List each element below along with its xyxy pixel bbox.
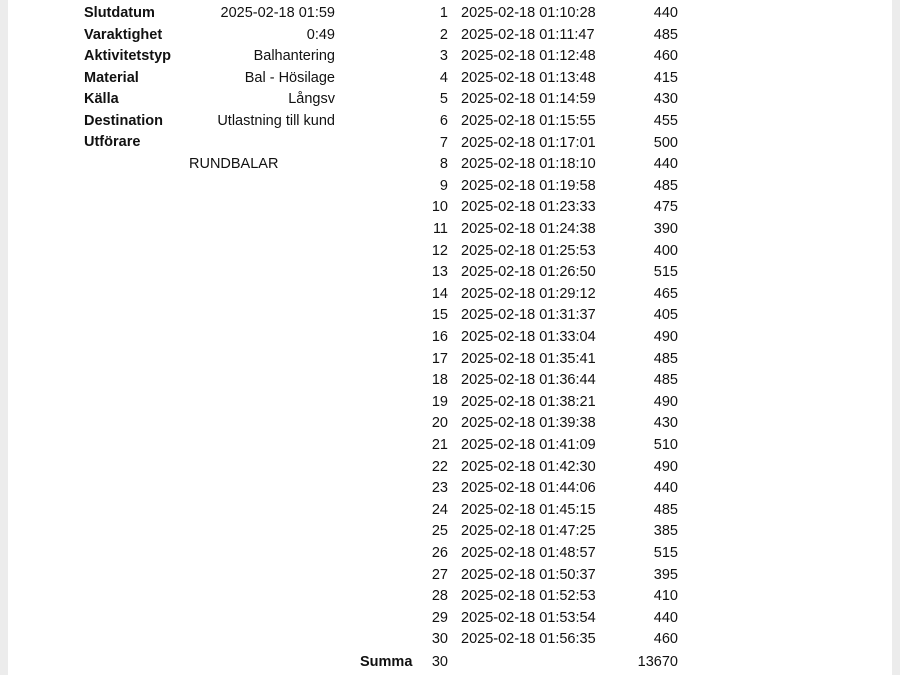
row-number: 28 — [431, 588, 448, 605]
row-number: 25 — [431, 523, 448, 540]
row-timestamp: 2025-02-18 01:11:47 — [461, 26, 595, 43]
row-timestamp: 2025-02-18 01:36:44 — [461, 372, 596, 389]
row-number: 18 — [431, 372, 448, 389]
table-row — [0, 413, 900, 435]
row-number: 6 — [439, 113, 448, 129]
table-row — [0, 89, 900, 111]
info-value: Bal - Hösilage — [244, 69, 335, 86]
row-number: 23 — [431, 480, 448, 497]
row-number: 21 — [431, 437, 448, 453]
table-row — [0, 327, 900, 349]
table-row — [0, 46, 900, 68]
table-row — [0, 133, 900, 155]
row-timestamp: 2025-02-18 01:50:37 — [461, 566, 596, 583]
row-timestamp: 2025-02-18 01:35:41 — [461, 350, 596, 367]
row-timestamp: 2025-02-18 01:24:38 — [461, 221, 596, 237]
row-weight: 485 — [653, 350, 678, 367]
row-timestamp: 2025-02-18 01:38:21 — [461, 393, 596, 410]
row-number: 7 — [439, 134, 448, 151]
table-row — [0, 586, 900, 608]
table-row — [0, 305, 900, 327]
row-number: 13 — [431, 264, 448, 281]
table-row — [0, 392, 900, 414]
row-weight: 395 — [653, 566, 678, 583]
row-number: 20 — [431, 415, 448, 432]
row-weight: 485 — [653, 501, 678, 518]
table-row — [0, 349, 900, 371]
table-row — [0, 25, 900, 47]
row-number: 14 — [431, 285, 448, 302]
info-value: Balhantering — [253, 48, 335, 64]
table-row — [0, 457, 900, 479]
row-weight: 500 — [653, 134, 678, 151]
row-weight: 440 — [653, 609, 678, 626]
row-timestamp: 2025-02-18 01:25:53 — [461, 242, 596, 259]
table-row — [0, 435, 900, 457]
row-number: 8 — [439, 156, 448, 173]
row-weight: 385 — [653, 523, 678, 540]
table-row — [0, 608, 900, 630]
row-weight: 460 — [653, 631, 678, 648]
row-weight: 415 — [653, 69, 678, 86]
row-number: 26 — [431, 545, 448, 561]
row-timestamp: 2025-02-18 01:33:04 — [461, 329, 596, 345]
row-timestamp: 2025-02-18 01:56:35 — [461, 631, 596, 648]
row-number: 3 — [439, 48, 448, 65]
summary-total: 13670 — [637, 654, 678, 670]
row-timestamp: 2025-02-18 01:41:09 — [461, 437, 596, 453]
row-number: 30 — [431, 631, 448, 648]
table-row — [0, 241, 900, 263]
info-label: Material — [84, 69, 139, 86]
summary-count: 30 — [431, 654, 448, 670]
row-weight: 390 — [653, 221, 678, 237]
table-row — [0, 478, 900, 500]
summary-label: Summa — [360, 654, 413, 670]
row-number: 1 — [439, 5, 448, 21]
row-weight: 405 — [653, 307, 678, 324]
table-row — [0, 197, 900, 219]
info-label: Utförare — [84, 134, 141, 150]
row-number: 11 — [432, 221, 448, 237]
row-timestamp: 2025-02-18 01:45:15 — [461, 501, 596, 518]
info-value: 2025-02-18 01:59 — [220, 5, 335, 21]
row-timestamp: 2025-02-18 01:52:53 — [461, 588, 596, 605]
row-timestamp: 2025-02-18 01:13:48 — [461, 69, 596, 86]
row-timestamp: 2025-02-18 01:39:38 — [461, 415, 596, 432]
note-text: RUNDBALAR — [189, 156, 279, 172]
row-weight: 430 — [653, 415, 678, 432]
row-timestamp: 2025-02-18 01:48:57 — [461, 545, 596, 561]
row-number: 12 — [431, 242, 448, 259]
row-number: 22 — [431, 458, 448, 475]
row-weight: 485 — [653, 177, 678, 194]
row-weight: 430 — [653, 91, 678, 108]
row-weight: 410 — [653, 588, 678, 605]
row-timestamp: 2025-02-18 01:53:54 — [461, 609, 596, 626]
row-number: 27 — [431, 566, 448, 583]
row-weight: 455 — [653, 113, 678, 129]
row-weight: 440 — [653, 156, 678, 173]
row-timestamp: 2025-02-18 01:31:37 — [461, 307, 596, 324]
row-timestamp: 2025-02-18 01:17:01 — [461, 134, 596, 151]
row-weight: 485 — [653, 26, 678, 43]
row-number: 19 — [431, 393, 448, 410]
row-weight: 485 — [653, 372, 678, 389]
row-weight: 465 — [653, 285, 678, 302]
table-row — [0, 262, 900, 284]
row-timestamp: 2025-02-18 01:29:12 — [461, 285, 596, 302]
row-timestamp: 2025-02-18 01:47:25 — [461, 523, 596, 540]
info-label: Källa — [84, 91, 119, 107]
row-weight: 490 — [653, 458, 678, 475]
row-timestamp: 2025-02-18 01:26:50 — [461, 264, 596, 281]
row-weight: 490 — [653, 329, 678, 345]
row-weight: 515 — [653, 545, 678, 561]
table-row — [0, 3, 900, 25]
table-row — [0, 521, 900, 543]
info-label: Slutdatum — [84, 5, 155, 21]
table-row — [0, 629, 900, 651]
info-label: Aktivitetstyp — [84, 48, 172, 64]
row-number: 16 — [431, 329, 448, 345]
table-row — [0, 284, 900, 306]
info-label: Destination — [84, 112, 163, 129]
row-timestamp: 2025-02-18 01:42:30 — [461, 458, 596, 475]
row-timestamp: 2025-02-18 01:10:28 — [461, 5, 596, 21]
info-label: Varaktighet — [84, 26, 163, 43]
row-number: 2 — [439, 26, 448, 43]
row-timestamp: 2025-02-18 01:12:48 — [461, 48, 596, 65]
table-row — [0, 565, 900, 587]
table-row — [0, 543, 900, 565]
row-timestamp: 2025-02-18 01:14:59 — [461, 91, 596, 108]
row-number: 24 — [431, 501, 448, 518]
row-timestamp: 2025-02-18 01:23:33 — [461, 199, 596, 216]
row-weight: 440 — [653, 5, 678, 21]
table-row — [0, 154, 900, 176]
row-weight: 440 — [653, 480, 678, 497]
table-row — [0, 370, 900, 392]
row-number: 9 — [439, 177, 448, 194]
row-weight: 400 — [653, 242, 678, 259]
row-timestamp: 2025-02-18 01:15:55 — [461, 113, 596, 129]
row-timestamp: 2025-02-18 01:19:58 — [461, 177, 596, 194]
row-number: 10 — [431, 199, 448, 216]
row-timestamp: 2025-02-18 01:44:06 — [461, 480, 596, 497]
table-row — [0, 500, 900, 522]
info-value: Långsv — [288, 91, 335, 107]
row-number: 5 — [439, 91, 448, 108]
row-number: 17 — [431, 350, 448, 367]
table-row — [0, 68, 900, 90]
row-weight: 490 — [653, 393, 678, 410]
row-weight: 475 — [653, 199, 678, 216]
info-value: Utlastning till kund — [217, 112, 335, 129]
row-number: 29 — [431, 609, 448, 626]
row-number: 4 — [439, 69, 448, 86]
row-weight: 460 — [653, 48, 678, 65]
row-weight: 510 — [653, 437, 678, 453]
row-weight: 515 — [653, 264, 678, 281]
row-timestamp: 2025-02-18 01:18:10 — [461, 156, 596, 173]
table-row — [0, 219, 900, 241]
info-value: 0:49 — [306, 26, 335, 43]
table-row — [0, 176, 900, 198]
row-number: 15 — [431, 307, 448, 324]
table-row — [0, 111, 900, 133]
